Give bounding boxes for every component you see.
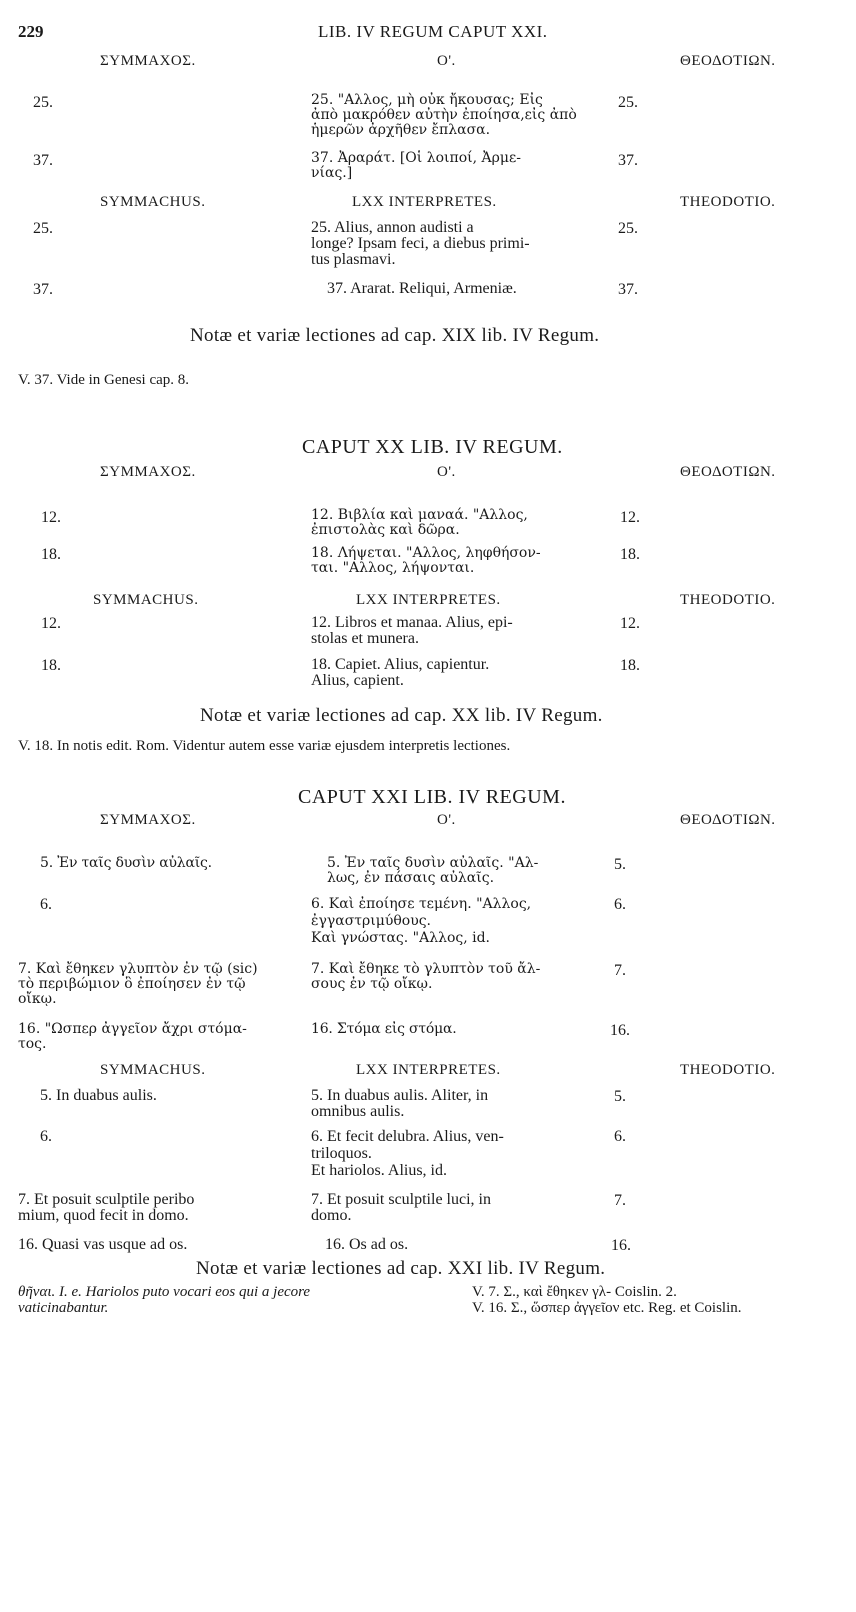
verse-number: 16. — [611, 1237, 631, 1254]
lxx-latin-text: 12. Libros et manaa. Alius, epi- stolas et munera. — [311, 614, 513, 647]
verse-number: 5. — [614, 1088, 626, 1105]
verse-number: 37. — [618, 281, 638, 298]
symmachus-latin-text: 5. In duabus aulis. — [40, 1087, 157, 1104]
verse-number: 12. — [620, 509, 640, 526]
verse-number: 6. — [40, 1128, 52, 1145]
col-head-symmachus: SYMMACHUS. — [93, 592, 199, 608]
verse-number: 7. — [614, 1192, 626, 1209]
col-head-symmachus: SYMMACHUS. — [100, 194, 206, 210]
caput-title: CAPUT XX LIB. IV REGUM. — [302, 436, 563, 458]
verse-number: 6. — [614, 896, 626, 913]
note-text-right: V. 7. Σ., καὶ ἔθηκεν γλ- Coislin. 2. — [472, 1284, 677, 1300]
lxx-latin-text: 5. In duabus aulis. Aliter, in omnibus aulis. — [311, 1087, 489, 1120]
col-head-theodotio: THEODOTIO. — [680, 592, 776, 608]
lxx-latin-text: 16. Os ad os. — [325, 1236, 409, 1253]
col-head-lxx: Ο'. — [437, 812, 456, 828]
lxx-greek-text: 7. Καὶ ἔθηκε τὸ γλυπτὸν τοῦ ἄλ- σους ἐν τῷ οἴκῳ. — [311, 961, 541, 992]
col-head-symmachus: SYMMACHUS. — [100, 1062, 206, 1078]
verse-number: 12. — [620, 615, 640, 632]
symmachus-latin-text: 7. Et posuit sculptile peribo mium, quod fecit in domo. — [18, 1191, 195, 1224]
col-head-theodotio: THEODOTIO. — [680, 1062, 776, 1078]
lxx-greek-text: 37. Ἀραράτ. [Οἱ λοιποί, Ἀρμε- νίας.] — [311, 150, 521, 181]
col-head-lxx-interpretes: LXX INTERPRETES. — [356, 1062, 501, 1078]
lxx-greek-text: 12. Βιβλία καὶ μαναά. "Αλλος, ἐπιστολὰς καὶ δῶρα. — [311, 507, 528, 538]
col-head-symmachos: ΣΥΜΜΑΧΟΣ. — [100, 812, 196, 828]
note-text-left: θῆναι. I. e. Hariolos puto vocari eos qui a jecore vaticinabantur. — [18, 1284, 311, 1316]
verse-number: 37. — [33, 281, 53, 298]
lxx-latin-text: 7. Et posuit sculptile luci, in domo. — [311, 1191, 491, 1224]
lxx-greek-text: 6. Καὶ ἐποίησε τεμένη. "Αλλος, ἐγγαστριμύθους. Καὶ γνώστας. "Αλλος, id. — [311, 896, 532, 946]
lxx-greek-text: 25. "Αλλος, μὴ οὐκ ἤκουσας; Εἰς ἀπὸ μακρόθεν αὐτὴν ἐποίησα,εἰς ἀπὸ ἡμερῶν ἀρχῆθεν ἔπλασα. — [311, 92, 577, 138]
lxx-greek-text: 5. Ἐν ταῖς δυσὶν αὐλαῖς. "Αλ- λως, ἐν πάσαις αὐλαῖς. — [327, 855, 539, 886]
col-head-lxx-interpretes: LXX INTERPRETES. — [352, 194, 497, 210]
col-head-symmachos: ΣΥΜΜΑΧΟΣ. — [100, 464, 196, 480]
col-head-theodotio: THEODOTIO. — [680, 194, 776, 210]
verse-number: 12. — [41, 509, 61, 526]
col-head-theodotion: ΘΕΟΔΟΤΙΩΝ. — [680, 812, 776, 828]
verse-number: 37. — [33, 152, 53, 169]
lxx-latin-text: 6. Et fecit delubra. Alius, ven- triloquos. Et hariolos. Alius, id. — [311, 1128, 504, 1179]
caput-title: CAPUT XXI LIB. IV REGUM. — [298, 786, 566, 808]
lxx-greek-text: 18. Λήψεται. "Αλλος, ληφθήσον- ται. "Αλλος, λήψονται. — [311, 545, 541, 576]
note-text: V. 37. Vide in Genesi cap. 8. — [18, 372, 190, 388]
lxx-greek-text: 16. Στόμα εἰς στόμα. — [311, 1021, 457, 1037]
notae-title: Notæ et variæ lectiones ad cap. XIX lib. IV Regum. — [190, 325, 600, 346]
col-head-lxx: Ο'. — [437, 53, 456, 69]
verse-number: 6. — [614, 1128, 626, 1145]
page-number: 229 — [18, 22, 44, 41]
verse-number: 25. — [33, 94, 53, 111]
verse-number: 5. — [614, 856, 626, 873]
col-head-lxx-interpretes: LXX INTERPRETES. — [356, 592, 501, 608]
running-title: LIB. IV REGUM CAPUT XXI. — [318, 22, 548, 41]
lxx-latin-text: 18. Capiet. Alius, capientur. Alius, capient. — [311, 656, 490, 689]
notae-title: Notæ et variæ lectiones ad cap. XXI lib. IV Regum. — [196, 1258, 606, 1279]
verse-number: 6. — [40, 896, 52, 913]
col-head-lxx: Ο'. — [437, 464, 456, 480]
lxx-latin-text: 25. Alius, annon audisti a longe? Ipsam feci, a diebus primi- tus plasmavi. — [311, 219, 530, 268]
verse-number: 16. — [610, 1022, 630, 1039]
verse-number: 25. — [618, 94, 638, 111]
verse-number: 25. — [618, 220, 638, 237]
col-head-symmachos: ΣΥΜΜΑΧΟΣ. — [100, 53, 196, 69]
symmachus-greek-text: 5. Ἐν ταῖς δυσὶν αὐλαῖς. — [40, 855, 212, 871]
verse-number: 18. — [41, 657, 61, 674]
symmachus-latin-text: 16. Quasi vas usque ad os. — [18, 1236, 188, 1253]
note-text-right: V. 16. Σ., ὥσπερ ἀγγεῖον etc. Reg. et Coislin. — [472, 1300, 742, 1316]
col-head-theodotion: ΘΕΟΔΟΤΙΩΝ. — [680, 464, 776, 480]
verse-number: 18. — [620, 546, 640, 563]
verse-number: 25. — [33, 220, 53, 237]
verse-number: 18. — [41, 546, 61, 563]
verse-number: 7. — [614, 962, 626, 979]
symmachus-greek-text: 7. Καὶ ἔθηκεν γλυπτὸν ἐν τῷ (sic) τὸ περιβώμιον ὃ ἐποίησεν ἐν τῷ οἴκῳ. — [18, 961, 258, 1007]
verse-number: 37. — [618, 152, 638, 169]
verse-number: 18. — [620, 657, 640, 674]
note-text: V. 18. In notis edit. Rom. Videntur autem esse variæ ejusdem interpretis lectiones. — [18, 738, 511, 754]
notae-title: Notæ et variæ lectiones ad cap. XX lib. IV Regum. — [200, 705, 603, 726]
lxx-latin-text: 37. Ararat. Reliqui, Armeniæ. — [327, 280, 517, 297]
symmachus-greek-text: 16. "Ωσπερ ἀγγεῖον ἄχρι στόμα- τος. — [18, 1021, 247, 1052]
col-head-theodotion: ΘΕΟΔΟΤΙΩΝ. — [680, 53, 776, 69]
verse-number: 12. — [41, 615, 61, 632]
